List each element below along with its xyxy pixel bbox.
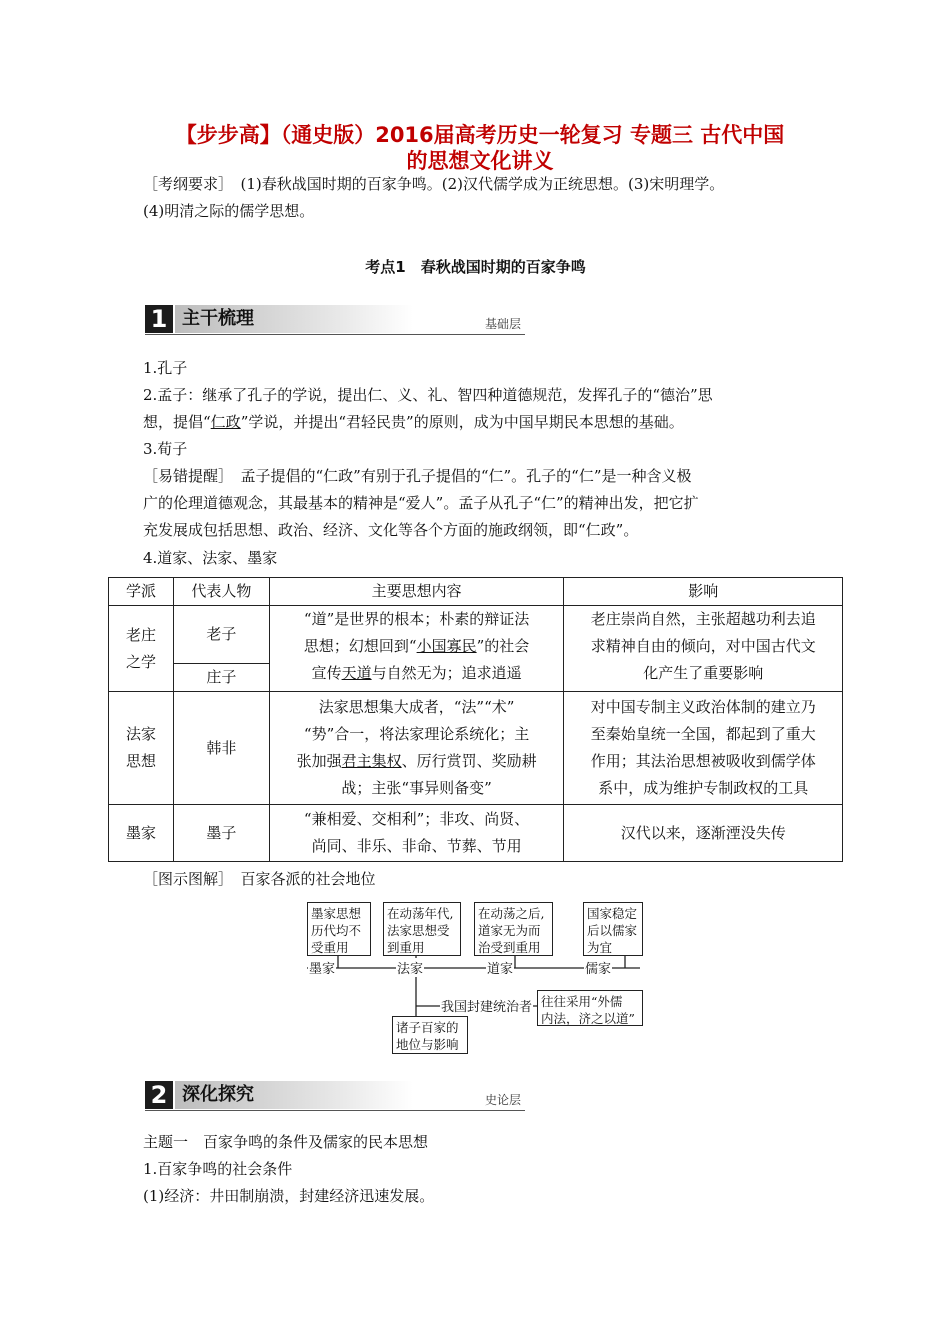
cell-school-mohist: 墨家 [109,805,174,862]
banner-number: 2 [145,1081,173,1109]
error-tip-line-3: 充发展成包括思想、政治、经济、文化等各个方面的施政纲领，即“仁政”。 [143,521,639,539]
list-item-mencius-line-1: 2.孟子：继承了孔子的学说，提出仁、义、礼、智四种道德规范，发挥孔子的“德治”思 [143,386,713,404]
error-tip-line-1: ［易错提醒］ 孟子提倡的“仁政”有别于孔子提倡的“仁”。孔子的“仁”是一种含义极 [143,467,692,485]
section-banner-deepening [145,1081,525,1111]
banner-layer: 史论层 [484,1093,521,1107]
list-item-social-conditions: 1.百家争鸣的社会条件 [143,1160,293,1178]
title-line-2: 的思想文化讲义 [406,149,554,173]
list-item-xunzi: 3.荀子 [143,440,188,458]
exam-requirements-line-2: (4)明清之际的儒学思想。 [143,202,315,220]
section-banner-basics [145,305,525,335]
exam-requirements-line-1: ［考纲要求］ (1)春秋战国时期的百家争鸣。(2)汉代儒学成为正统思想。(3)宋明理学。 [143,175,725,193]
document-title [150,122,810,174]
header-impact: 影响 [564,578,843,606]
box-mohist: 墨家思想 历代均不 受重用 [307,902,371,956]
cell-content-mohist: “兼相爱、交相利”；非攻、尚贤、 尚同、非乐、非命、节葬、节用 [269,805,564,862]
cell-person-hanfei: 韩非 [173,692,269,805]
cell-content-daoist: “道”是世界的根本；朴素的辩证法 思想；幻想回到“小国寡民”的社会 宣传天道与自然无为；追求逍遥 [269,606,564,692]
cell-impact-mohist: 汉代以来，逐渐湮没失传 [564,805,843,862]
box-legalist: 在动荡年代, 法家思想受 到重用 [383,902,461,956]
box-confucian: 国家稳定 后以儒家 为宜 [583,902,643,956]
box-status-and-influence: 诸子百家的 地位与影响 [392,1016,468,1054]
header-school: 学派 [109,578,174,606]
list-item-economy: (1)经济：井田制崩溃，封建经济迅速发展。 [143,1187,435,1205]
cell-impact-legalist: 对中国专制主义政治体制的建立乃 至秦始皇统一全国，都起到了重大 作用；其法治思想被吸收到儒学体 系中，成为维护专制政权的工具 [564,692,843,805]
underlined-term-renzheng: 仁政 [210,413,241,431]
header-representative: 代表人物 [173,578,269,606]
label-mohist: 墨家 [308,958,336,977]
banner-layer: 基础层 [484,317,521,331]
cell-content-legalist: 法家思想集大成者，“法”“术” “势”合一，将法家理论系统化；主 张加强君主集权、厉行赏罚、奖励耕 战；主张“事异则备变” [269,692,564,805]
section-heading: 考点1 春秋战国时期的百家争鸣 [365,258,586,276]
table-row-daoist [109,606,843,664]
box-daoist: 在动荡之后, 道家无为而 治受到重用 [474,902,553,956]
banner-title: 深化探究 [175,1081,413,1109]
diagram-caption: ［图示图解］ 百家各派的社会地位 [143,870,376,888]
table-row-legalist [109,692,843,805]
cell-person-laozi: 老子 [173,606,269,664]
header-main-ideas: 主要思想内容 [269,578,564,606]
cell-school-daoist: 老庄 之学 [109,606,174,692]
cell-person-zhuangzi: 庄子 [173,664,269,692]
cell-impact-daoist: 老庄崇尚自然，主张超越功利去追 求精神自由的倾向，对中国古代文 化产生了重要影响 [564,606,843,692]
title-line-1: 【步步高】（通史版）2016届高考历史一轮复习 专题三 古代中国 [175,123,785,147]
list-item-mencius-line-2: 想，提倡“仁政”学说，并提出“君轻民贵”的原则，成为中国早期民本思想的基础。 [143,413,684,431]
box-outer-confucian-inner-legalist: 往往采用“外儒 内法，济之以道” [537,990,643,1026]
label-feudal-rulers: 我国封建统治者 [440,996,533,1015]
error-tip-line-2: 广的伦理道德观念，其最基本的精神是“爱人”。孟子从孔子“仁”的精神出发，把它扩 [143,494,699,512]
schools-table [108,577,843,862]
banner-title: 主干梳理 [175,305,413,333]
topic-heading: 主题一 百家争鸣的条件及儒家的民本思想 [143,1133,429,1151]
label-legalist: 法家 [396,958,424,977]
table-header-row [109,578,843,606]
list-item-schools: 4.道家、法家、墨家 [143,549,278,567]
cell-person-mozi: 墨子 [173,805,269,862]
banner-rule [145,1110,525,1111]
cell-school-legalist: 法家 思想 [109,692,174,805]
table-row-mohist [109,805,843,862]
banner-rule [145,334,525,335]
banner-number: 1 [145,305,173,333]
label-daoist: 道家 [486,958,514,977]
list-item-confucius: 1.孔子 [143,359,188,377]
label-confucian: 儒家 [584,958,612,977]
